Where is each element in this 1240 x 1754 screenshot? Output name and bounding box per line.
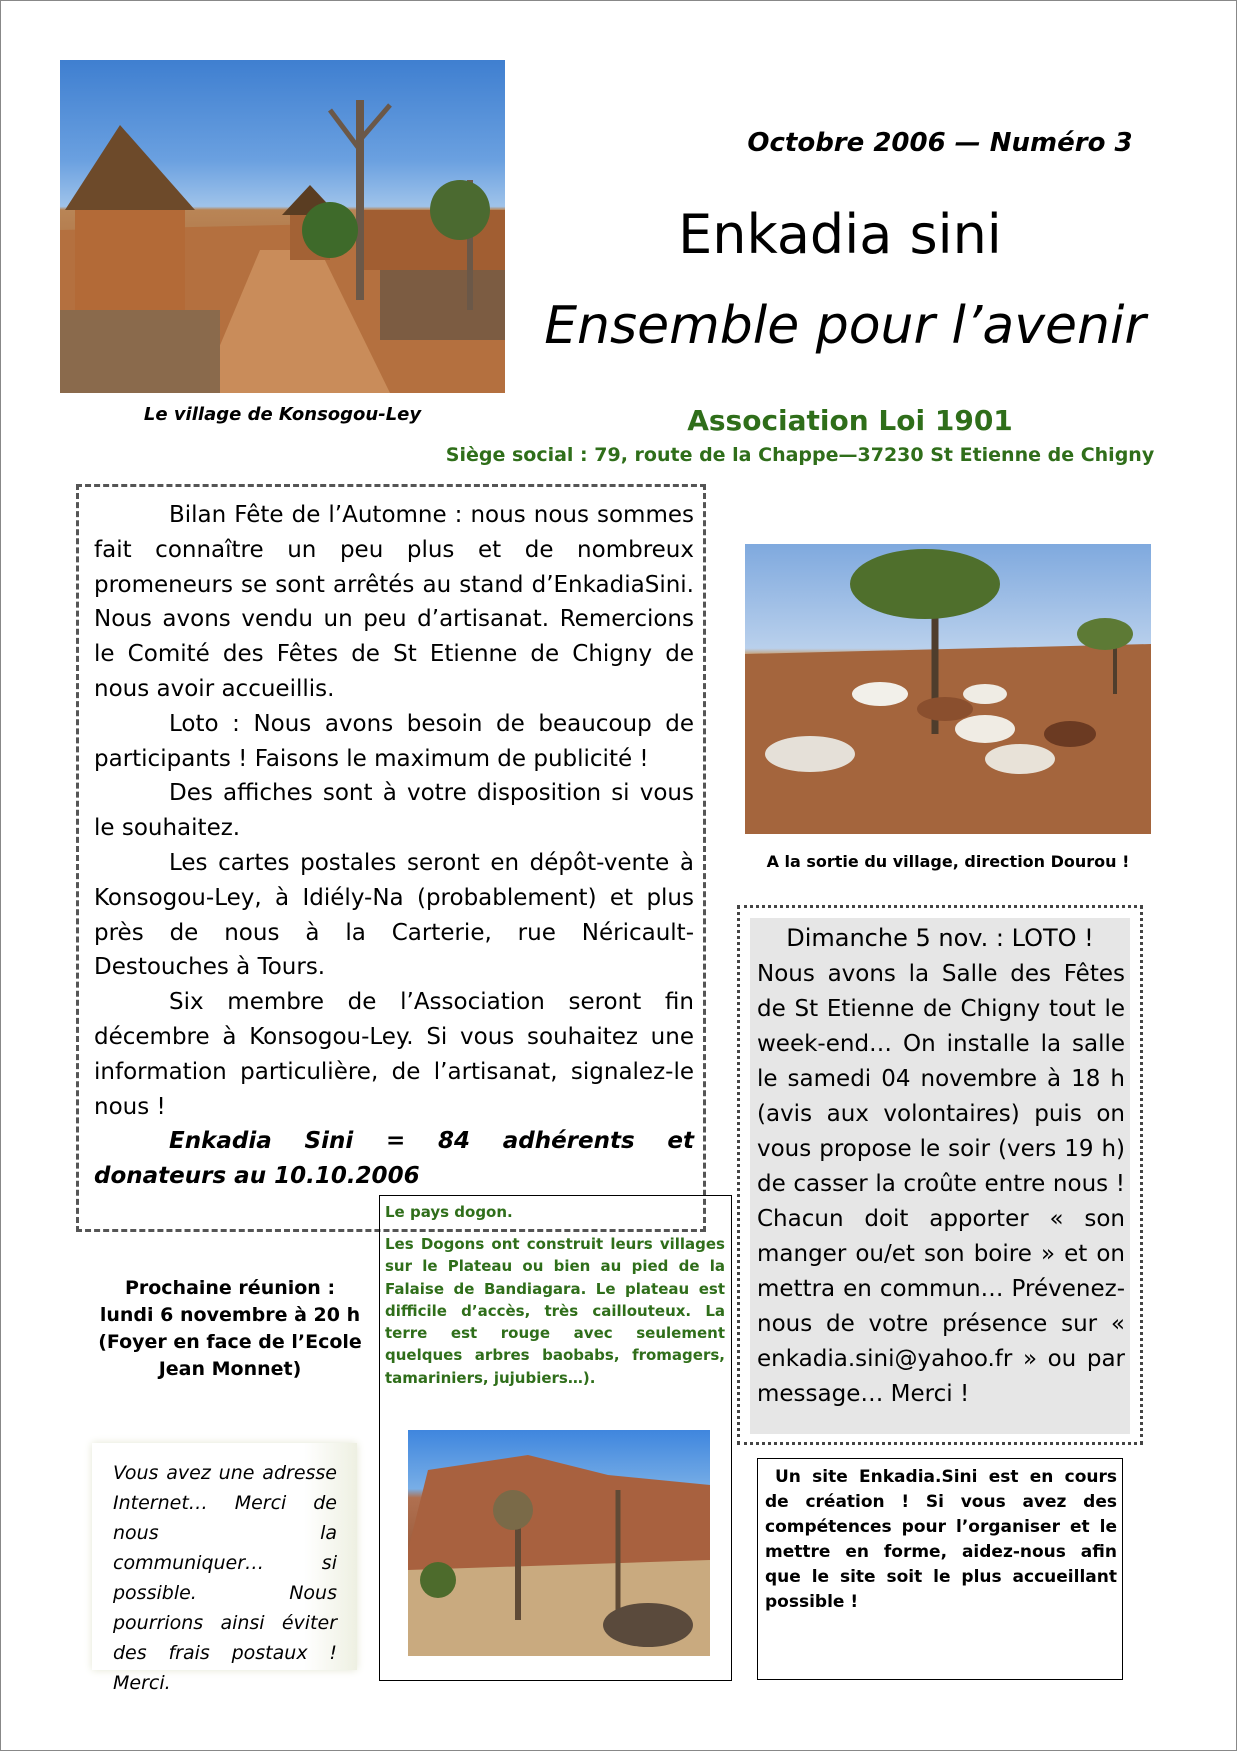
website-note — [765, 1465, 1117, 1615]
dogon-text: Les Dogons ont construit leurs villages sur le Plateau ou bien au pied de la Falaise de Bandiagara. Le plateau est difficile d’accès, très caillouteux. La terre est rouge avec seulement quelques arbres baobabs, fromagers, tamariniers, jujubiers…). — [385, 1235, 725, 1387]
village-photo — [60, 60, 505, 393]
page-subtitle: Ensemble pour l’avenir — [544, 296, 1146, 356]
dogon-title: Le pays dogon. — [385, 1203, 513, 1221]
article-paragraph: Bilan Fête de l’Automne : nous nous sommes fait connaître un peu plus et de nombreux promeneurs se sont arrêtés au stand d’EnkadiaSini. Nous avons vendu un peu d’artisanat. Remercions le Comité des Fêtes de St Etienne de Chigny de nous avoir accueillis. — [94, 502, 694, 702]
next-meeting — [90, 1275, 370, 1383]
article-paragraph: Des affiches sont à votre disposition si vous le souhaitez. — [94, 780, 694, 842]
goats-caption: A la sortie du village, direction Dourou ! — [766, 852, 1130, 871]
next-meeting-date: lundi 6 novembre à 20 h — [99, 1304, 361, 1326]
membership-stats: Enkadia Sini = 84 adhérents et donateurs au 10.10.2006 — [94, 1128, 694, 1190]
association-address: Siège social : 79, route de la Chappe—37230 St Etienne de Chigny — [445, 444, 1155, 466]
goats-photo — [745, 544, 1151, 834]
loto-text: Nous avons la Salle des Fêtes de St Etienne de Chigny tout le week-end… On installe la salle le samedi 04 novembre à 18 h (avis aux volontaires) puis on vous propose le soir (vers 19 h) de casser la croûte entre nous ! Chacun doit apporter « son manger ou/et son boire » et on mettra en commun… Prévenez-nous de votre présence sur « enkadia.sini@yahoo.fr » ou par message… Merci ! — [757, 961, 1125, 1407]
next-meeting-label: Prochaine réunion : — [124, 1277, 336, 1299]
article-paragraph: Six membre de l’Association seront fin décembre à Konsogou-Ley. Si vous souhaitez une information particulière, de l’artisanat, signalez-le nous ! — [94, 989, 694, 1120]
issue-line: Octobre 2006 — Numéro 3 — [747, 128, 1133, 158]
association-name: Association Loi 1901 — [687, 404, 1013, 437]
village-caption: Le village de Konsogou-Ley — [143, 404, 422, 425]
article-paragraph: Loto : Nous avons besoin de beaucoup de participants ! Faisons le maximum de publicité ! — [94, 710, 694, 772]
page-title: Enkadia sini — [678, 203, 1002, 266]
email-note: Vous avez une adresse Internet… Merci de nous la communiquer… si possible. Nous pourrions ainsi éviter des frais postaux ! Merci. — [113, 1462, 337, 1694]
next-meeting-place: (Foyer en face de l’Ecole Jean Monnet) — [98, 1331, 362, 1380]
article-paragraph: Les cartes postales seront en dépôt-vente à Konsogou-Ley, à Idiély-Na (probablement) et plus près de nous à la Carterie, rue Néricault-Destouches à Tours. — [94, 849, 694, 981]
website-note-text: Un site Enkadia.Sini est en cours de création ! Si vous avez des compétences pour l’organiser et le mettre en forme, aidez-nous afin que le site soit le plus accueillant possible ! — [765, 1467, 1117, 1612]
loto-title: Dimanche 5 nov. : LOTO ! — [786, 924, 1094, 952]
cliff-photo — [408, 1430, 710, 1656]
main-article — [94, 498, 694, 1194]
